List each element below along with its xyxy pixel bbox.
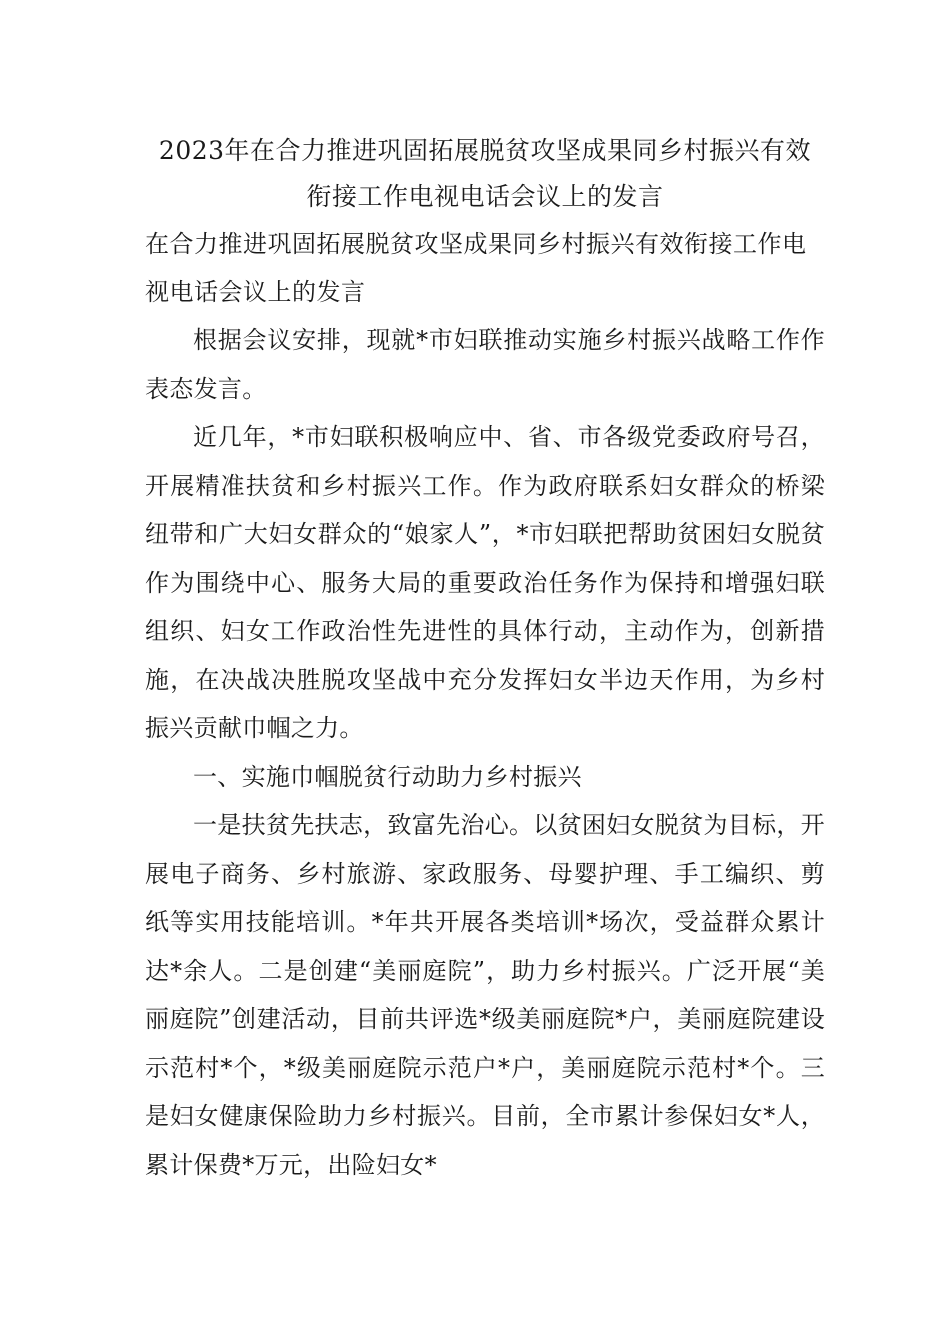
document-subtitle: 在合力推进巩固拓展脱贫攻坚成果同乡村振兴有效衔接工作电视电话会议上的发言 bbox=[145, 230, 807, 306]
paragraph-background: 近几年，*市妇联积极响应中、省、市各级党委政府号召，开展精准扶贫和乡村振兴工作。作为政府联系妇女群众的桥梁纽带和广大妇女群众的“娘家人”，*市妇联把帮助贫困妇女脱贫作为围绕中心、服务大局的重要政治任务作为保持和增强妇联组织、妇女工作政治性先进性的具体行动，主动作为，创新措施，在决战决胜脱攻坚战中充分发挥妇女半边天作用，为乡村振兴贡献巾帼之力。 bbox=[145, 423, 825, 742]
document-title-line-2: 衔接工作电视电话会议上的发言 bbox=[306, 182, 664, 211]
document-title-line-1: 2023年在合力推进巩固拓展脱贫攻坚成果同乡村振兴有效 bbox=[158, 136, 812, 165]
section-1-heading: 一、实施巾帼脱贫行动助力乡村振兴 bbox=[193, 762, 582, 791]
section-1-paragraph: 一是扶贫先扶志，致富先治心。以贫困妇女脱贫为目标，开展电子商务、乡村旅游、家政服务、母婴护理、手工编织、剪纸等实用技能培训。*年共开展各类培训*场次，受益群众累计达*余人。二是创建“美丽庭院”，助力乡村振兴。广泛开展“美丽庭院”创建活动，目前共评选*级美丽庭院*户，美丽庭院建设示范村*个，*级美丽庭院示范户*户，美丽庭院示范村*个。三是妇女健康保险助力乡村振兴。目前，全市累计参保妇女*人，累计保费*万元，出险妇女* bbox=[145, 811, 825, 1179]
paragraph-intro: 根据会议安排，现就*市妇联推动实施乡村振兴战略工作作表态发言。 bbox=[145, 326, 825, 403]
document-body bbox=[145, 128, 825, 1189]
